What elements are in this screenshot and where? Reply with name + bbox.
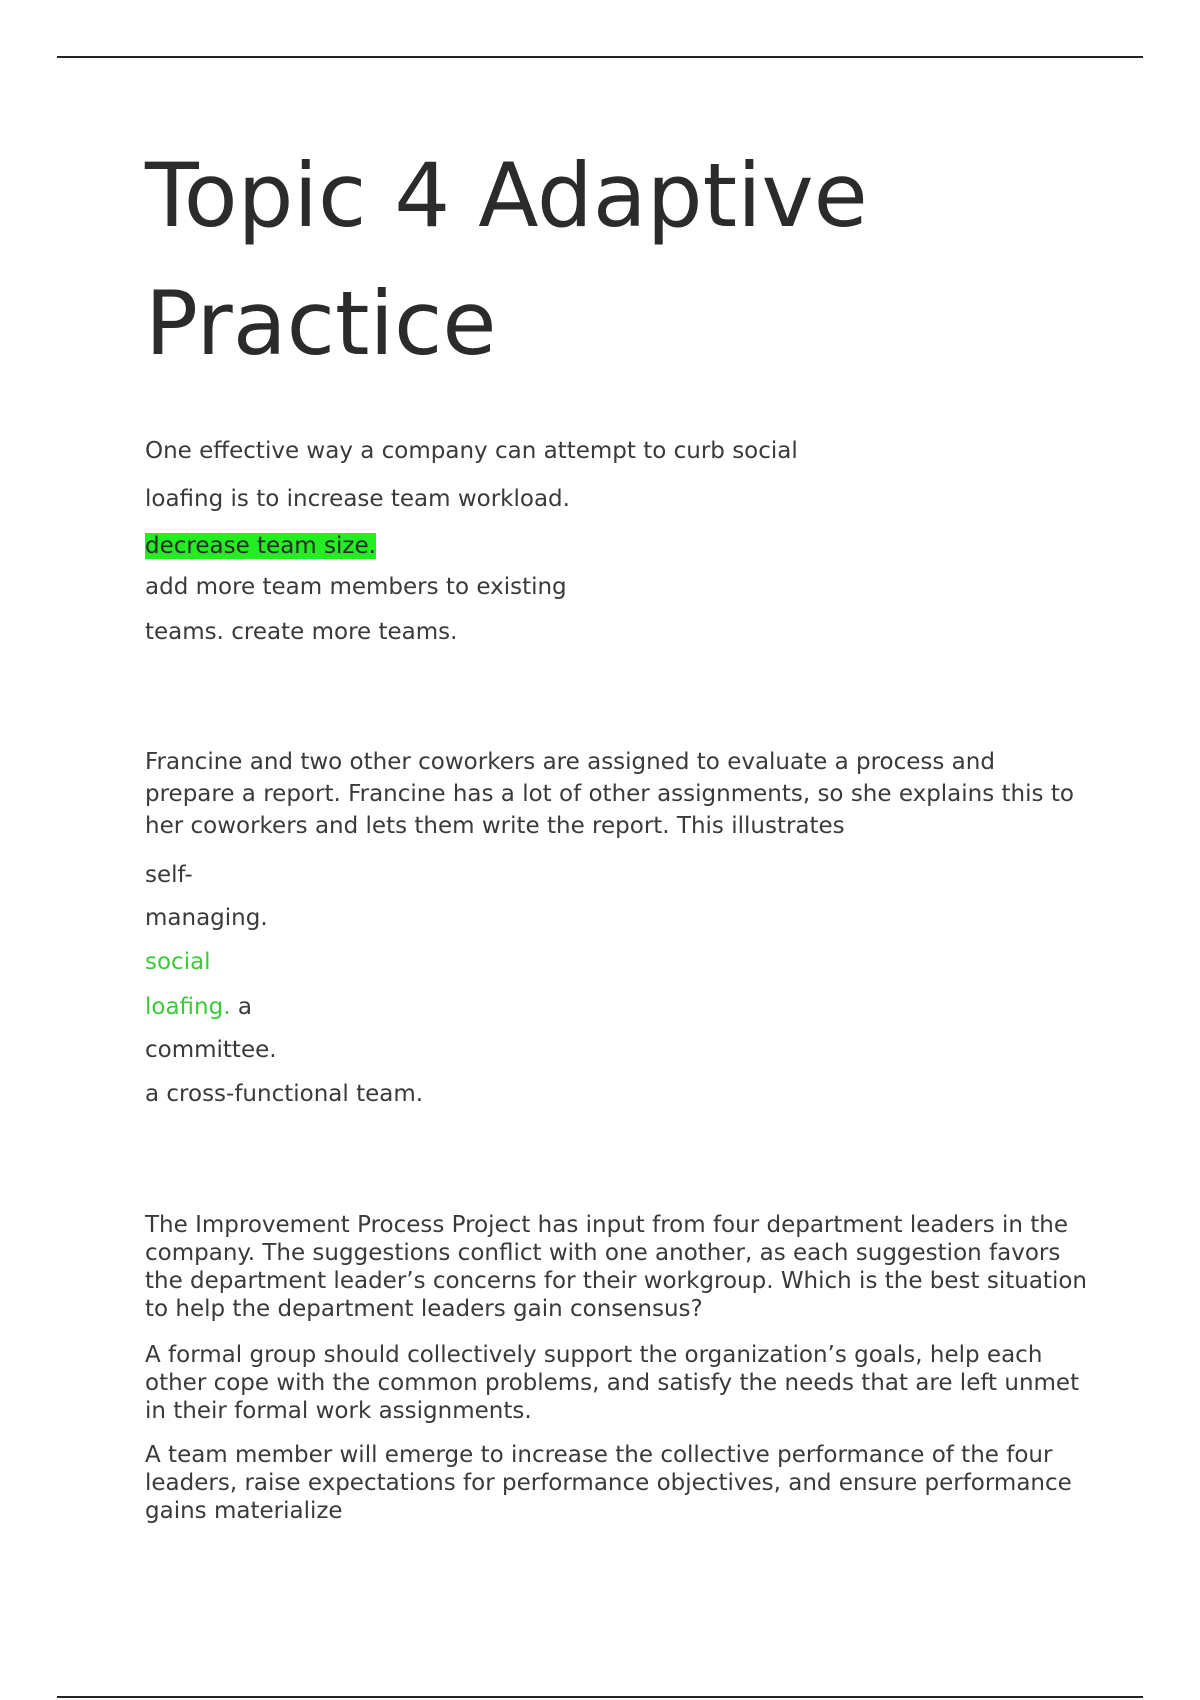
q2-option-self: self- [145, 862, 193, 888]
q3-stem: The Improvement Process Project has input from four department leaders in the company. The suggestions conflict with one another, as each suggestion favors the department leader’s concerns for their workgroup. Which is the best situation to help the department leaders gain consensus? [145, 1212, 1087, 1322]
q1-highlighted-answer: decrease team size. [145, 533, 376, 559]
page-title-line-1: Topic 4 Adaptive [145, 144, 868, 247]
q1-option-line-2: teams. create more teams. [145, 619, 458, 645]
q2-option-loafing-line [145, 992, 252, 1022]
q2-option-managing: managing. [145, 905, 268, 931]
q2-option-a-start: a [230, 994, 252, 1020]
q2-stem: Francine and two other coworkers are assigned to evaluate a process and prepare a report. Francine has a lot of other assignments, so she explains this to her coworkers and lets them write the report. This illustrates [145, 749, 1074, 839]
page-title [145, 132, 1045, 388]
q2-option-cross-functional: a cross-functional team. [145, 1081, 424, 1107]
q2-correct-social: social [145, 949, 211, 975]
q3-option-formal-group: A formal group should collectively support the organization’s goals, help each other cope with the common problems, and satisfy the needs that are left unmet in their formal work assignments. [145, 1342, 1080, 1424]
q1-option-line-1: add more team members to existing [145, 574, 567, 600]
bottom-divider [57, 1696, 1143, 1698]
q3-option-team-member: A team member will emerge to increase the collective performance of the four leaders, raise expectations for performance objectives, and ensure performance gains materialize [145, 1442, 1072, 1524]
q1-stem-line-2: loafing is to increase team workload. [145, 486, 570, 512]
top-divider [57, 56, 1143, 58]
q1-correct-answer [145, 531, 376, 561]
q2-option-committee: committee. [145, 1037, 277, 1063]
q1-stem-line-1: One effective way a company can attempt to curb social [145, 438, 798, 464]
q2-correct-loafing: loafing. [145, 994, 231, 1020]
page-title-line-2: Practice [145, 272, 497, 375]
